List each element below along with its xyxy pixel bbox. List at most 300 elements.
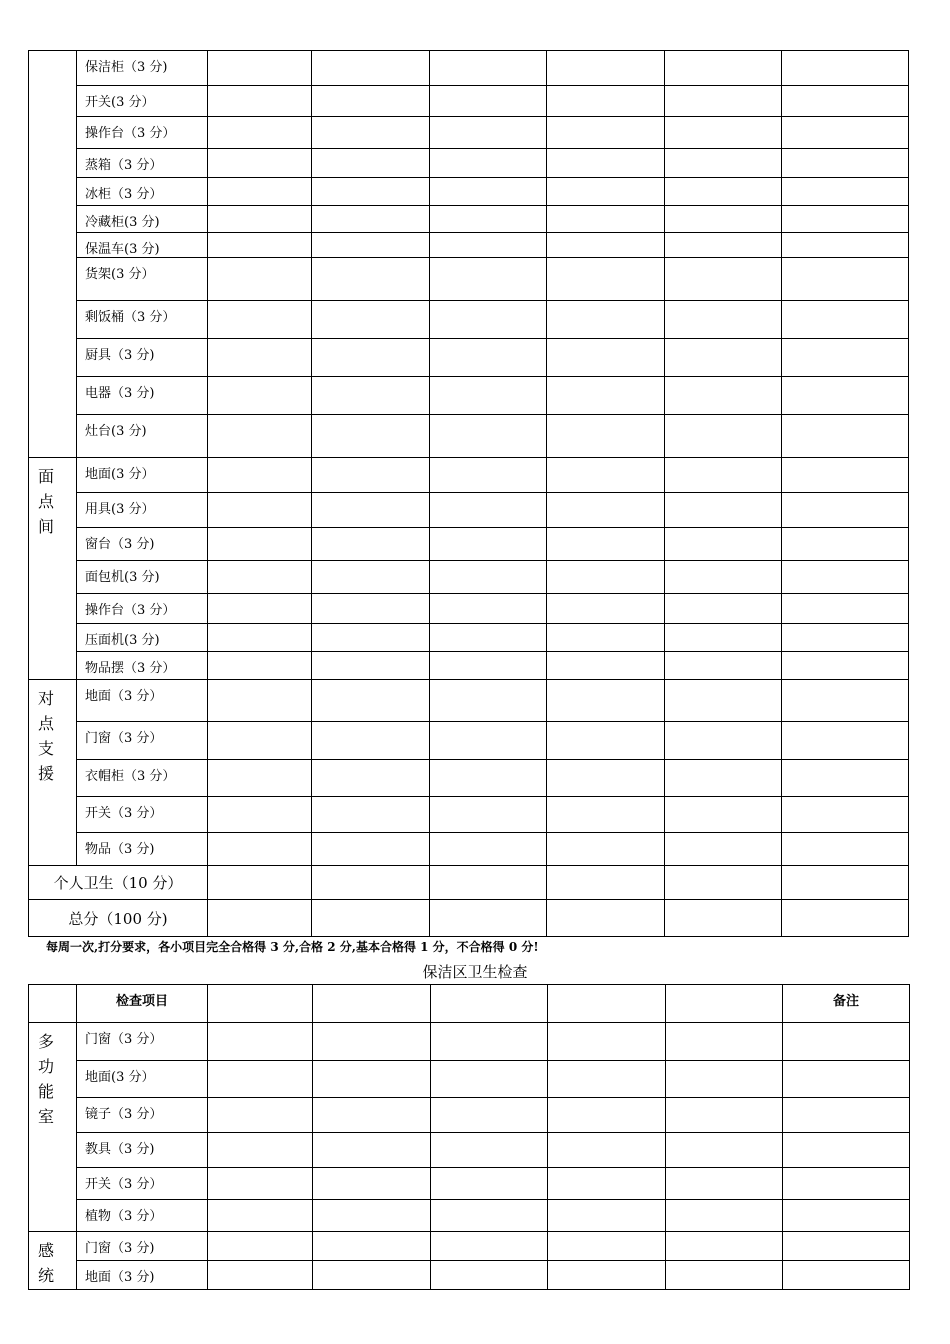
table-row	[29, 258, 909, 301]
header-empty	[666, 985, 783, 1023]
table-row	[29, 1133, 910, 1168]
score-cell[interactable]	[547, 149, 665, 178]
section-label-char: 援	[38, 764, 55, 783]
check-item: 操作台（3 分）	[77, 594, 208, 624]
score-cell[interactable]	[208, 528, 312, 561]
score-cell[interactable]	[783, 1133, 910, 1168]
score-cell[interactable]	[665, 233, 782, 258]
score-cell[interactable]	[782, 493, 909, 528]
score-cell[interactable]	[430, 680, 547, 722]
check-item: 地面(3 分）	[77, 1061, 208, 1098]
score-cell[interactable]	[208, 760, 312, 797]
score-cell[interactable]	[312, 866, 430, 900]
score-cell[interactable]	[547, 301, 665, 339]
score-cell[interactable]	[665, 900, 782, 937]
score-cell[interactable]	[430, 493, 547, 528]
score-cell[interactable]	[548, 1061, 666, 1098]
check-item: 保温车(3 分)	[77, 233, 208, 258]
score-cell[interactable]	[208, 1023, 313, 1061]
score-cell[interactable]	[547, 377, 665, 415]
score-cell[interactable]	[208, 377, 312, 415]
section-label-char: 点	[38, 714, 55, 733]
header-empty	[208, 985, 313, 1023]
score-cell[interactable]	[782, 233, 909, 258]
personal-hygiene-row	[29, 866, 909, 900]
score-cell[interactable]	[312, 233, 430, 258]
score-cell[interactable]	[208, 797, 312, 833]
header-remark: 备注	[783, 985, 910, 1023]
table-row	[29, 1023, 910, 1061]
score-cell[interactable]	[312, 652, 430, 680]
total-score-row	[29, 900, 909, 937]
score-cell[interactable]	[548, 1261, 666, 1290]
table-row	[29, 760, 909, 797]
score-cell[interactable]	[431, 1200, 548, 1232]
score-cell[interactable]	[430, 51, 547, 86]
score-cell[interactable]	[431, 1168, 548, 1200]
score-cell[interactable]	[313, 1061, 431, 1098]
score-cell[interactable]	[547, 528, 665, 561]
check-item: 门窗（3 分)	[77, 1232, 208, 1261]
hygiene-check-table-kitchen	[28, 50, 909, 937]
score-cell[interactable]	[312, 117, 430, 149]
table-row	[29, 206, 909, 233]
score-cell[interactable]	[666, 1023, 783, 1061]
header-blank	[29, 985, 77, 1023]
score-cell[interactable]	[547, 117, 665, 149]
table-row	[29, 233, 909, 258]
table-row	[29, 339, 909, 377]
score-cell[interactable]	[208, 258, 312, 301]
score-cell[interactable]	[548, 1023, 666, 1061]
score-cell[interactable]	[782, 594, 909, 624]
total-score-row-label: 总分（100 分)	[29, 900, 208, 937]
score-cell[interactable]	[665, 760, 782, 797]
score-cell[interactable]	[312, 86, 430, 117]
score-cell[interactable]	[783, 1261, 910, 1290]
header-empty	[431, 985, 548, 1023]
check-item: 压面机(3 分)	[77, 624, 208, 652]
section-label-char: 统	[38, 1266, 55, 1285]
check-item: 用具(3 分）	[77, 493, 208, 528]
score-cell[interactable]	[208, 722, 312, 760]
check-item: 保洁柜（3 分)	[77, 51, 208, 86]
header-row	[29, 985, 910, 1023]
score-cell[interactable]	[208, 117, 312, 149]
score-cell[interactable]	[208, 233, 312, 258]
table-row	[29, 1098, 910, 1133]
score-cell[interactable]	[430, 458, 547, 493]
score-cell[interactable]	[208, 458, 312, 493]
score-cell[interactable]	[430, 258, 547, 301]
section-label	[29, 458, 77, 680]
check-item: 衣帽柜（3 分）	[77, 760, 208, 797]
score-cell[interactable]	[782, 258, 909, 301]
score-cell[interactable]	[783, 1098, 910, 1133]
score-cell[interactable]	[547, 680, 665, 722]
score-cell[interactable]	[208, 866, 312, 900]
score-cell[interactable]	[312, 377, 430, 415]
check-item: 教具（3 分)	[77, 1133, 208, 1168]
score-cell[interactable]	[547, 51, 665, 86]
score-cell[interactable]	[782, 178, 909, 206]
score-cell[interactable]	[665, 178, 782, 206]
score-cell[interactable]	[430, 301, 547, 339]
score-cell[interactable]	[312, 594, 430, 624]
table-row	[29, 458, 909, 493]
score-cell[interactable]	[782, 760, 909, 797]
score-cell[interactable]	[547, 458, 665, 493]
table-row	[29, 1168, 910, 1200]
score-cell[interactable]	[547, 86, 665, 117]
score-cell[interactable]	[313, 1200, 431, 1232]
score-cell[interactable]	[783, 1232, 910, 1261]
score-cell[interactable]	[665, 561, 782, 594]
score-cell[interactable]	[208, 301, 312, 339]
score-cell[interactable]	[208, 1098, 313, 1133]
score-cell[interactable]	[547, 594, 665, 624]
section-label-char: 感	[38, 1241, 55, 1260]
score-cell[interactable]	[431, 1023, 548, 1061]
score-cell[interactable]	[782, 833, 909, 866]
score-cell[interactable]	[430, 594, 547, 624]
score-cell[interactable]	[430, 377, 547, 415]
score-cell[interactable]	[665, 258, 782, 301]
section-label-char: 点	[38, 492, 55, 511]
section-label	[29, 1023, 77, 1232]
table-row	[29, 493, 909, 528]
score-cell[interactable]	[782, 652, 909, 680]
scoring-note: 每周一次,打分要求，各小项目完全合格得 3 分,合格 2 分,基本合格得 1 分，不合格得 0 分!	[46, 940, 539, 954]
table-row	[29, 415, 909, 458]
table-row	[29, 178, 909, 206]
check-item: 地面(3 分）	[77, 458, 208, 493]
score-cell[interactable]	[548, 1200, 666, 1232]
table-row	[29, 1061, 910, 1098]
score-cell[interactable]	[208, 1232, 313, 1261]
score-cell[interactable]	[430, 117, 547, 149]
score-cell[interactable]	[665, 624, 782, 652]
score-cell[interactable]	[430, 528, 547, 561]
score-cell[interactable]	[312, 51, 430, 86]
check-item: 灶台(3 分)	[77, 415, 208, 458]
score-cell[interactable]	[547, 760, 665, 797]
score-cell[interactable]	[547, 833, 665, 866]
section-label-char: 支	[38, 739, 55, 758]
check-item: 冰柜（3 分）	[77, 178, 208, 206]
score-cell[interactable]	[666, 1061, 783, 1098]
score-cell[interactable]	[665, 51, 782, 86]
header-empty	[548, 985, 666, 1023]
score-cell[interactable]	[665, 797, 782, 833]
score-cell[interactable]	[208, 339, 312, 377]
check-item: 开关(3 分）	[77, 86, 208, 117]
table-row	[29, 377, 909, 415]
score-cell[interactable]	[547, 233, 665, 258]
check-item: 物品摆（3 分）	[77, 652, 208, 680]
score-cell[interactable]	[782, 339, 909, 377]
score-cell[interactable]	[665, 866, 782, 900]
score-cell[interactable]	[208, 594, 312, 624]
score-cell[interactable]	[430, 866, 547, 900]
score-cell[interactable]	[782, 866, 909, 900]
section-label-char: 对	[38, 689, 55, 708]
check-item: 门窗（3 分）	[77, 722, 208, 760]
score-cell[interactable]	[208, 206, 312, 233]
check-item: 剩饭桶（3 分）	[77, 301, 208, 339]
score-cell[interactable]	[548, 1232, 666, 1261]
table-row	[29, 86, 909, 117]
score-cell[interactable]	[783, 1023, 910, 1061]
score-cell[interactable]	[548, 1168, 666, 1200]
score-cell[interactable]	[782, 528, 909, 561]
score-cell[interactable]	[782, 680, 909, 722]
header-check-item: 检查项目	[77, 985, 208, 1023]
table-row	[29, 833, 909, 866]
score-cell[interactable]	[313, 1232, 431, 1261]
personal-hygiene-row-label: 个人卫生（10 分）	[29, 866, 208, 900]
score-cell[interactable]	[313, 1098, 431, 1133]
score-cell[interactable]	[782, 900, 909, 937]
table-row	[29, 594, 909, 624]
check-item: 蒸箱（3 分）	[77, 149, 208, 178]
score-cell[interactable]	[547, 797, 665, 833]
score-cell[interactable]	[312, 493, 430, 528]
score-cell[interactable]	[782, 377, 909, 415]
score-cell[interactable]	[665, 86, 782, 117]
section-label	[29, 680, 77, 866]
score-cell[interactable]	[208, 178, 312, 206]
check-item: 货架(3 分）	[77, 258, 208, 301]
score-cell[interactable]	[783, 1168, 910, 1200]
score-cell[interactable]	[430, 652, 547, 680]
table-title: 保洁区卫生检查	[422, 963, 528, 981]
score-cell[interactable]	[782, 458, 909, 493]
table-row	[29, 51, 909, 86]
table-row	[29, 797, 909, 833]
score-cell[interactable]	[312, 760, 430, 797]
score-cell[interactable]	[665, 493, 782, 528]
score-cell[interactable]	[312, 339, 430, 377]
score-cell[interactable]	[208, 900, 312, 937]
score-cell[interactable]	[430, 561, 547, 594]
check-item: 面包机(3 分)	[77, 561, 208, 594]
score-cell[interactable]	[666, 1168, 783, 1200]
check-item: 冷藏柜(3 分)	[77, 206, 208, 233]
score-cell[interactable]	[665, 149, 782, 178]
score-cell[interactable]	[312, 797, 430, 833]
score-cell[interactable]	[547, 624, 665, 652]
score-cell[interactable]	[782, 415, 909, 458]
score-cell[interactable]	[312, 900, 430, 937]
score-cell[interactable]	[665, 528, 782, 561]
score-cell[interactable]	[312, 178, 430, 206]
score-cell[interactable]	[208, 149, 312, 178]
score-cell[interactable]	[665, 117, 782, 149]
score-cell[interactable]	[312, 624, 430, 652]
score-cell[interactable]	[782, 117, 909, 149]
score-cell[interactable]	[547, 258, 665, 301]
score-cell[interactable]	[430, 760, 547, 797]
check-item: 开关（3 分）	[77, 1168, 208, 1200]
table-row	[29, 1232, 910, 1261]
score-cell[interactable]	[547, 493, 665, 528]
score-cell[interactable]	[430, 833, 547, 866]
score-cell[interactable]	[547, 415, 665, 458]
score-cell[interactable]	[312, 528, 430, 561]
score-cell[interactable]	[547, 866, 665, 900]
score-cell[interactable]	[547, 900, 665, 937]
check-item: 窗台（3 分)	[77, 528, 208, 561]
check-item: 门窗（3 分）	[77, 1023, 208, 1061]
section-label	[29, 1232, 77, 1290]
score-cell[interactable]	[665, 301, 782, 339]
score-cell[interactable]	[431, 1061, 548, 1098]
score-cell[interactable]	[782, 206, 909, 233]
score-cell[interactable]	[782, 722, 909, 760]
table-row	[29, 680, 909, 722]
table-row	[29, 722, 909, 760]
score-cell[interactable]	[312, 258, 430, 301]
score-cell[interactable]	[783, 1061, 910, 1098]
score-cell[interactable]	[208, 1061, 313, 1098]
check-item: 电器（3 分)	[77, 377, 208, 415]
score-cell[interactable]	[548, 1133, 666, 1168]
score-cell[interactable]	[665, 594, 782, 624]
score-cell[interactable]	[208, 51, 312, 86]
score-cell[interactable]	[431, 1133, 548, 1168]
header-empty	[313, 985, 431, 1023]
section-label-char: 功	[38, 1057, 55, 1076]
score-cell[interactable]	[312, 149, 430, 178]
score-cell[interactable]	[666, 1133, 783, 1168]
check-item: 厨具（3 分)	[77, 339, 208, 377]
score-cell[interactable]	[547, 206, 665, 233]
check-item: 地面（3 分)	[77, 1261, 208, 1290]
score-cell[interactable]	[548, 1098, 666, 1133]
check-item: 植物（3 分）	[77, 1200, 208, 1232]
section-label-char: 面	[38, 467, 55, 486]
score-cell[interactable]	[547, 722, 665, 760]
score-cell[interactable]	[312, 722, 430, 760]
score-cell[interactable]	[430, 86, 547, 117]
score-cell[interactable]	[431, 1098, 548, 1133]
check-item: 开关（3 分）	[77, 797, 208, 833]
score-cell[interactable]	[782, 86, 909, 117]
section-label-char: 间	[38, 517, 55, 536]
score-cell[interactable]	[430, 339, 547, 377]
score-cell[interactable]	[430, 722, 547, 760]
score-cell[interactable]	[312, 415, 430, 458]
score-cell[interactable]	[312, 833, 430, 866]
score-cell[interactable]	[208, 1261, 313, 1290]
score-cell[interactable]	[430, 900, 547, 937]
score-cell[interactable]	[312, 561, 430, 594]
score-cell[interactable]	[313, 1133, 431, 1168]
score-cell[interactable]	[430, 233, 547, 258]
score-cell[interactable]	[430, 415, 547, 458]
table-row	[29, 561, 909, 594]
score-cell[interactable]	[312, 301, 430, 339]
score-cell[interactable]	[782, 624, 909, 652]
score-cell[interactable]	[430, 149, 547, 178]
score-cell[interactable]	[547, 178, 665, 206]
table-row	[29, 624, 909, 652]
score-cell[interactable]	[782, 301, 909, 339]
score-cell[interactable]	[665, 206, 782, 233]
score-cell[interactable]	[782, 797, 909, 833]
table-row	[29, 117, 909, 149]
score-cell[interactable]	[431, 1232, 548, 1261]
check-item: 操作台（3 分）	[77, 117, 208, 149]
score-cell[interactable]	[312, 680, 430, 722]
score-cell[interactable]	[665, 680, 782, 722]
score-cell[interactable]	[208, 86, 312, 117]
score-cell[interactable]	[313, 1261, 431, 1290]
score-cell[interactable]	[666, 1232, 783, 1261]
score-cell[interactable]	[313, 1023, 431, 1061]
score-cell[interactable]	[547, 561, 665, 594]
score-cell[interactable]	[208, 1133, 313, 1168]
check-item: 地面（3 分）	[77, 680, 208, 722]
score-cell[interactable]	[208, 1168, 313, 1200]
score-cell[interactable]	[665, 833, 782, 866]
score-cell[interactable]	[208, 652, 312, 680]
section-label-char: 能	[38, 1082, 55, 1101]
score-cell[interactable]	[665, 377, 782, 415]
table-row	[29, 652, 909, 680]
score-cell[interactable]	[665, 415, 782, 458]
table-row	[29, 301, 909, 339]
check-item: 镜子（3 分）	[77, 1098, 208, 1133]
score-cell[interactable]	[312, 458, 430, 493]
section-label-char: 多	[38, 1032, 55, 1051]
score-cell[interactable]	[547, 652, 665, 680]
table-row	[29, 528, 909, 561]
score-cell[interactable]	[782, 51, 909, 86]
score-cell[interactable]	[665, 722, 782, 760]
table-row	[29, 1200, 910, 1232]
score-cell[interactable]	[208, 680, 312, 722]
score-cell[interactable]	[208, 624, 312, 652]
table-row	[29, 1261, 910, 1290]
score-cell[interactable]	[430, 797, 547, 833]
score-cell[interactable]	[208, 561, 312, 594]
score-cell[interactable]	[547, 339, 665, 377]
score-cell[interactable]	[430, 178, 547, 206]
score-cell[interactable]	[430, 206, 547, 233]
score-cell[interactable]	[312, 206, 430, 233]
score-cell[interactable]	[782, 561, 909, 594]
score-cell[interactable]	[666, 1098, 783, 1133]
score-cell[interactable]	[313, 1168, 431, 1200]
score-cell[interactable]	[783, 1200, 910, 1232]
score-cell[interactable]	[430, 624, 547, 652]
hygiene-check-table-cleaning-area	[28, 984, 910, 1290]
section-label-char: 室	[38, 1107, 55, 1126]
score-cell[interactable]	[208, 415, 312, 458]
score-cell[interactable]	[666, 1261, 783, 1290]
score-cell[interactable]	[431, 1261, 548, 1290]
score-cell[interactable]	[208, 493, 312, 528]
score-cell[interactable]	[665, 652, 782, 680]
score-cell[interactable]	[782, 149, 909, 178]
score-cell[interactable]	[665, 339, 782, 377]
score-cell[interactable]	[665, 458, 782, 493]
score-cell[interactable]	[666, 1200, 783, 1232]
score-cell[interactable]	[208, 1200, 313, 1232]
score-cell[interactable]	[208, 833, 312, 866]
